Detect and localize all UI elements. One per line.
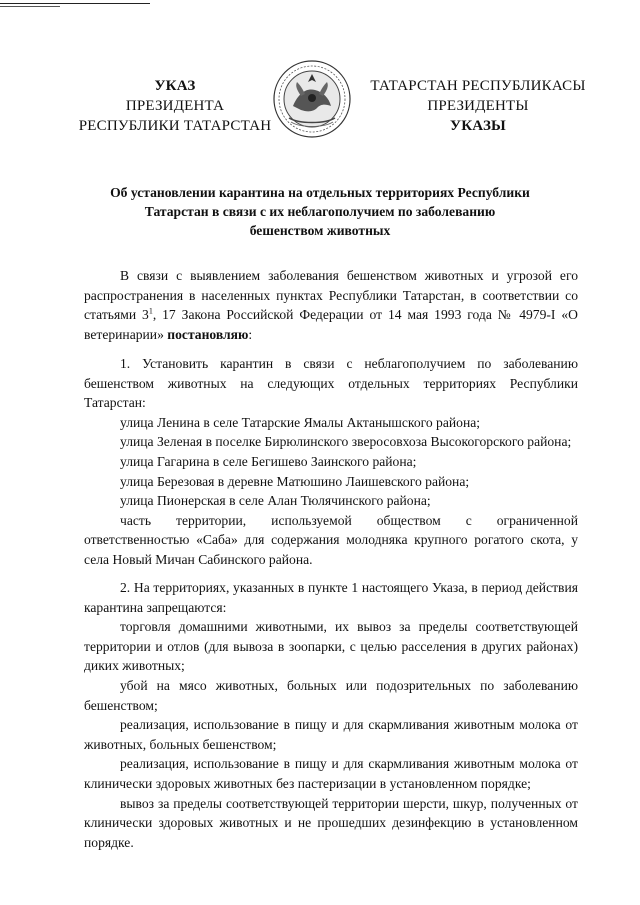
preamble-end: : [248,326,253,342]
header-left-line-1: УКАЗ [154,78,196,94]
list-item: улица Ленина в селе Татарские Ямалы Актанышского района; [120,414,481,430]
list-item: улица Гагарина в селе Бегишево Заинского района; [120,453,417,469]
header-left-line-2: ПРЕЗИДЕНТА [125,98,225,114]
point-2-intro: 2. На территориях, указанных в пункте 1 настоящего Указа, в период действия карантина запрещаются: [84,580,578,615]
point-1-intro: 1. Установить карантин в связи с неблагополучием по заболеванию бешенством животных на следующих отдельных территориях Республики Татарстан: [84,356,578,411]
point-2-section [84,578,578,852]
coat-of-arms-emblem [271,58,353,140]
list-item: вывоз за пределы соответствующей территории шерсти, шкур, полученных от клинически здоровых животных и не прошедших дезинфекцию в установленном порядке. [84,795,578,850]
header-left [60,76,290,136]
preamble-paragraph [84,266,578,344]
title-line: бешенством животных [249,223,391,238]
top-rule-short [0,6,60,7]
title-line: Об установлении карантина на отдельных территориях Республики [110,185,530,200]
header-right-line-2: ПРЕЗИДЕНТЫ [427,98,529,114]
header-right [358,76,598,136]
header-right-line-3: УКАЗЫ [450,118,506,134]
article-superscript: 1 [148,306,153,316]
top-rule [0,3,150,4]
list-item: реализация, использование в пищу и для скармливания животным молока от клинически здоровых животных без пастеризации в установленном порядке; [84,756,578,791]
preamble-text: В связи с выявлением заболевания бешенством животных и угрозой его распространения в населенных пунктах Республики Татарстан, в соответствии со статьями 3 [84,268,578,323]
decree-title [70,183,570,240]
header-left-line-3: РЕСПУБЛИКИ ТАТАРСТАН [78,118,272,134]
list-item: улица Зеленая в поселке Бирюлинского зверосовхоза Высокогорского района; [120,434,572,450]
list-item: улица Пионерская в селе Алан Тюлячинского района; [120,493,431,509]
preamble-text-cont: , 17 Закона Российской Федерации от 14 мая 1993 года № 4979-I «О ветеринарии» [84,307,578,342]
list-item: реализация, использование в пищу и для скармливания животным молока от животных, больных бешенством; [84,717,578,752]
header-right-line-1: ТАТАРСТАН РЕСПУБЛИКАСЫ [370,78,586,94]
list-item: убой на мясо животных, больных или подозрительных по заболеванию бешенством; [84,677,578,713]
point-1-section [84,354,578,570]
preamble-decision-word: постановляю [167,326,249,342]
list-item: часть территории, используемой обществом с ограниченной ответственностью «Саба» для содержания молодняка крупного рогатого скота, у села Новый Мичан Сабинского района. [84,512,578,567]
title-line: Татарстан в связи с их неблагополучием по заболеванию [144,204,496,219]
list-item: торговля домашними животными, их вывоз за пределы соответствующей территории и отлов (для вывоза в зоопарки, с целью расселения в других районах) диких животных; [84,619,578,674]
list-item: улица Березовая в деревне Матюшино Лаишевского района; [120,473,470,489]
